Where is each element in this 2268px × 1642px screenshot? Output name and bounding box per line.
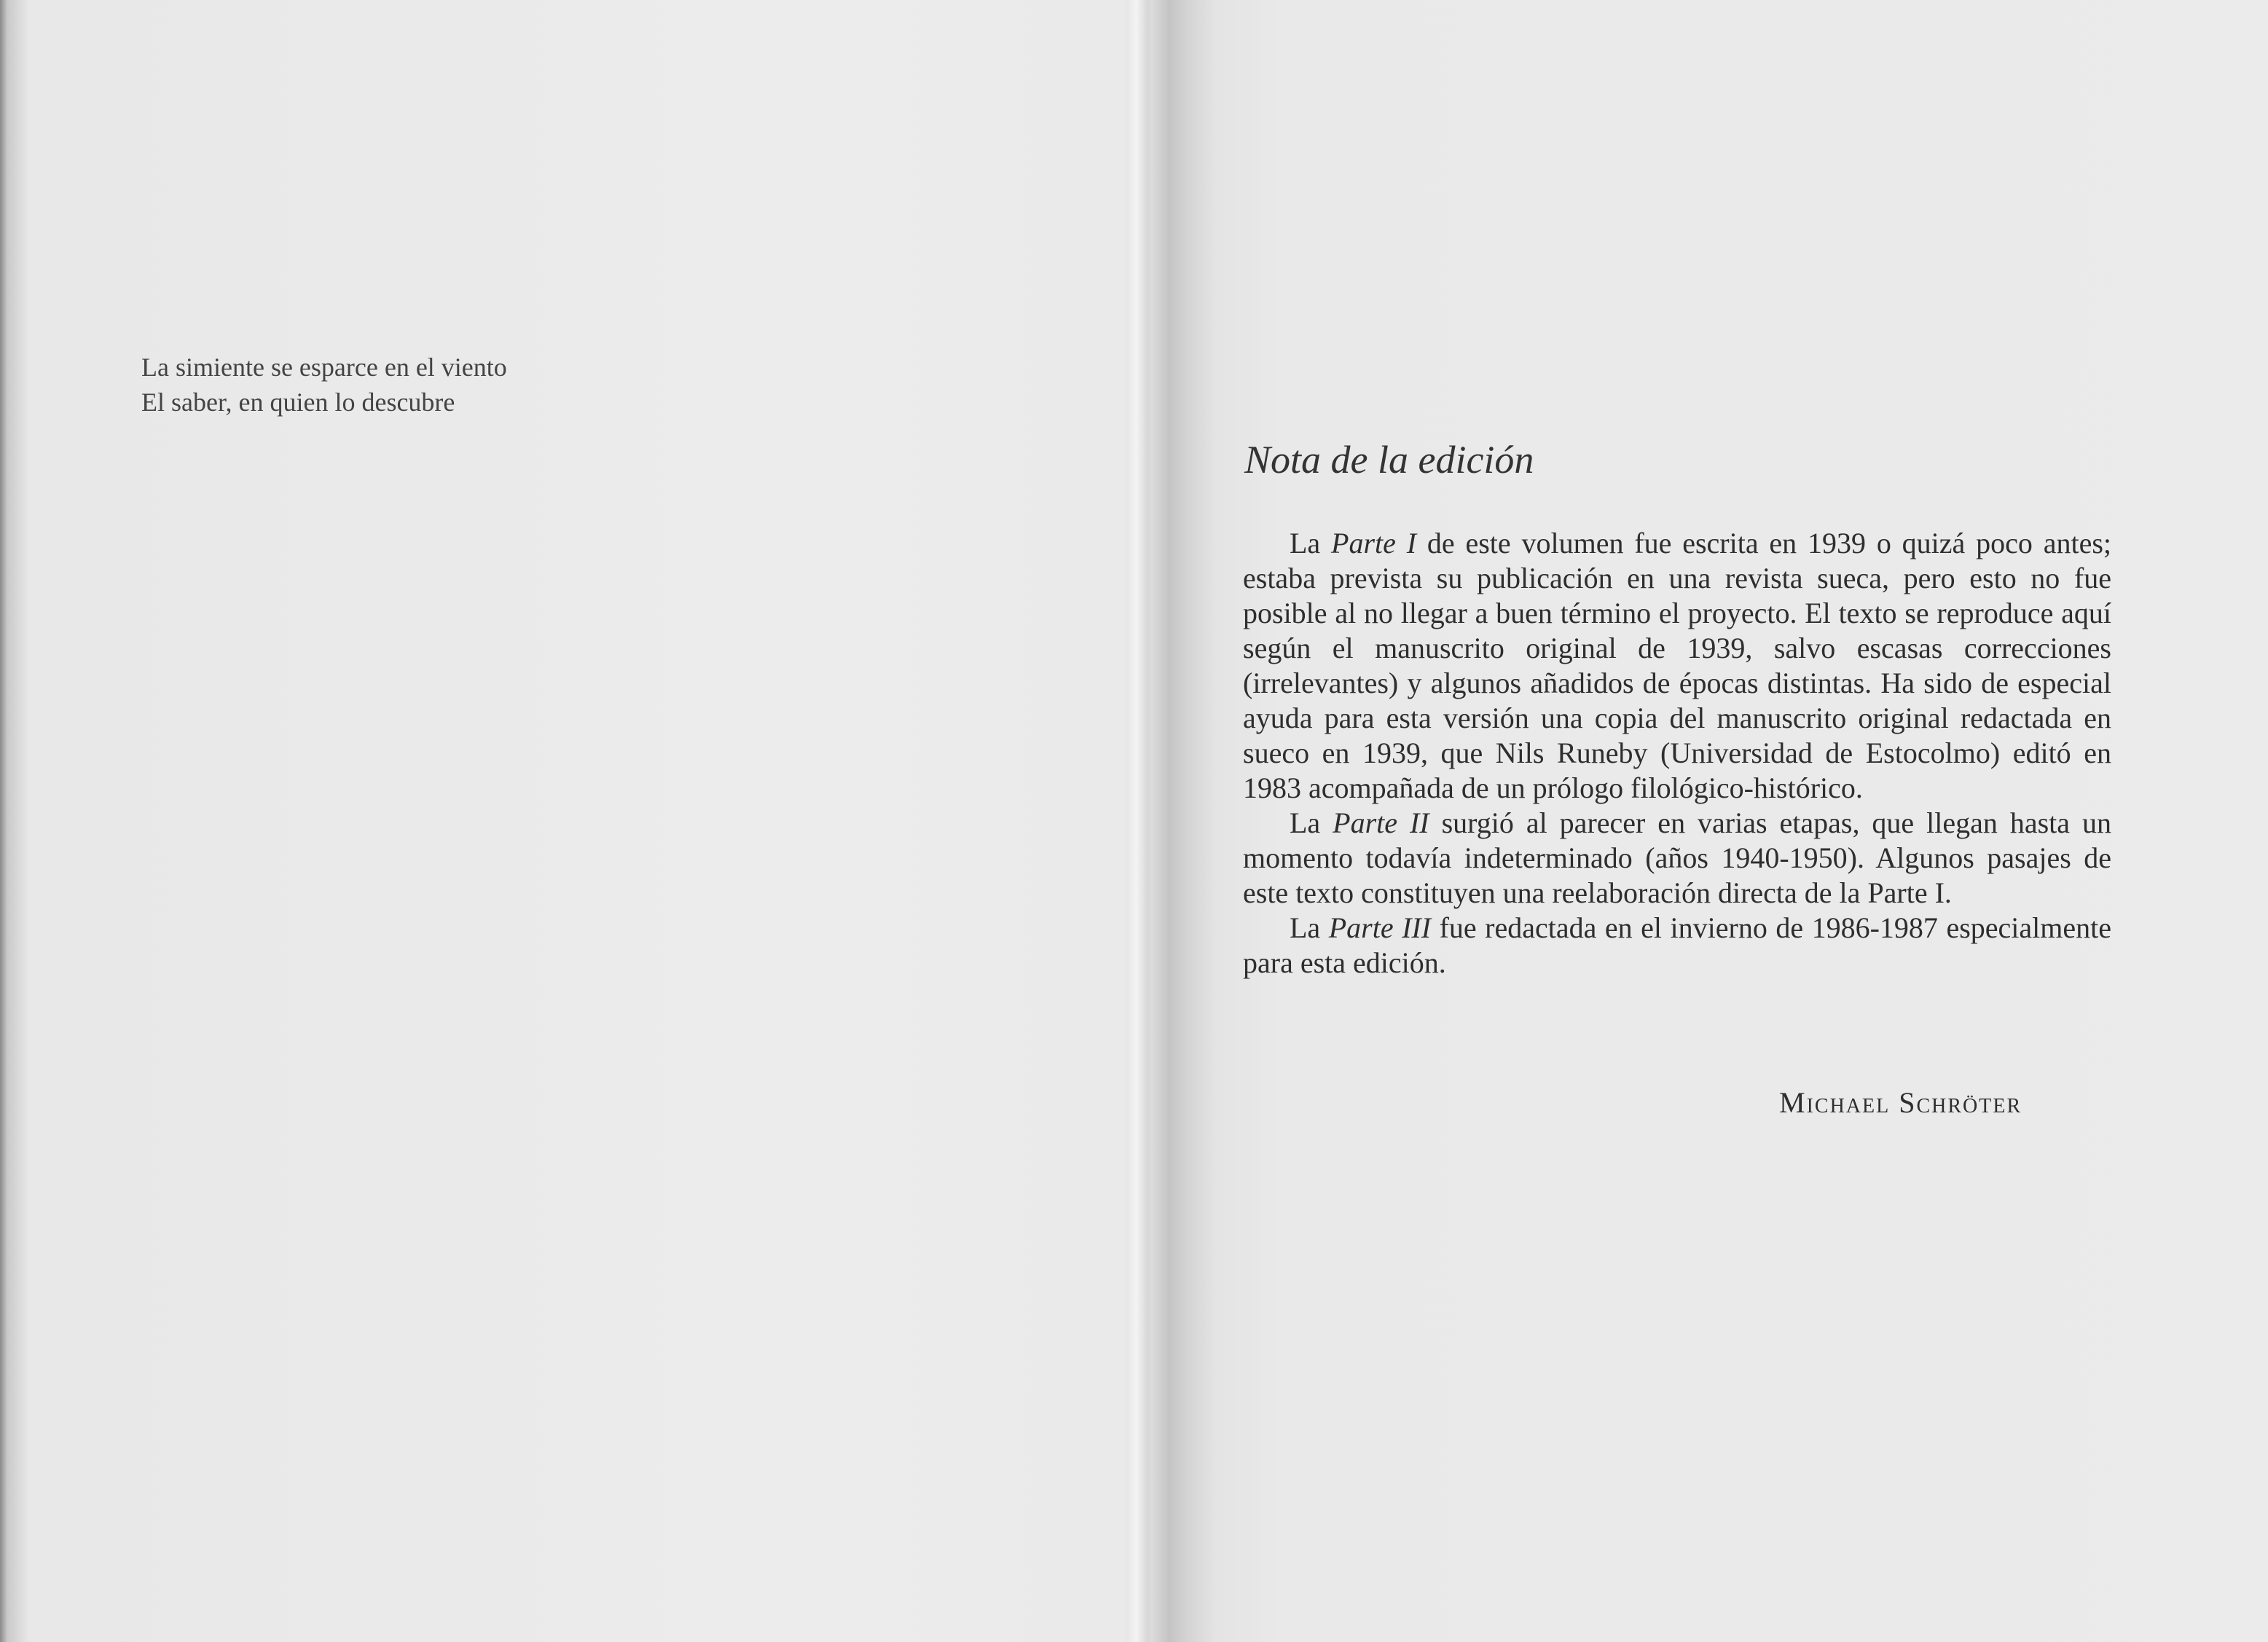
book-gutter: [1126, 0, 1147, 1642]
epigraph-line-1: La simiente se esparce en el viento: [141, 353, 507, 382]
paragraph-prefix: La: [1290, 527, 1332, 559]
note-title: Nota de la edición: [1244, 438, 1534, 482]
paragraph-text: surgió al parecer en varias etapas, que llegan hasta un momento todavía indeterminado (años 1940-1950). Algunos pasajes de este texto constituyen una reelaboración directa de la Parte I.: [1243, 806, 2111, 909]
paragraph-part-2: [1243, 806, 2111, 911]
paragraph-part-3: [1243, 911, 2111, 981]
paragraph-text: de este volumen fue escrita en 1939 o quizá poco antes; estaba prevista su publicación en una revista sueca, pero esto no fue posible al no llegar a buen término el proyecto. El texto se reproduce aquí según el manuscrito original de 1939, salvo escasas correcciones (irrelevantes) y algunos añadidos de épocas distintas. Ha sido de especial ayuda para esta versión una copia del manuscrito original redactada en sueco en 1939, que Nils Runeby (Universidad de Estocolmo) editó en 1983 acompañada de un prólogo filológico-histórico.: [1243, 527, 2112, 804]
signature: Michael Schröter: [1779, 1086, 2022, 1119]
paragraph-part-1: [1243, 526, 2111, 806]
paragraph-text: fue redactada en el invierno de 1986-1987 especialmente para esta edición.: [1243, 911, 2111, 979]
paragraph-prefix: La: [1290, 806, 1333, 839]
note-body: [1243, 526, 2111, 981]
part-reference: Parte II: [1333, 806, 1429, 839]
paragraph-prefix: La: [1290, 911, 1329, 944]
epigraph: [141, 350, 651, 420]
part-reference: Parte III: [1328, 911, 1432, 944]
epigraph-line-2: El saber, en quien lo descubre: [141, 388, 455, 417]
part-reference: Parte I: [1331, 527, 1417, 559]
